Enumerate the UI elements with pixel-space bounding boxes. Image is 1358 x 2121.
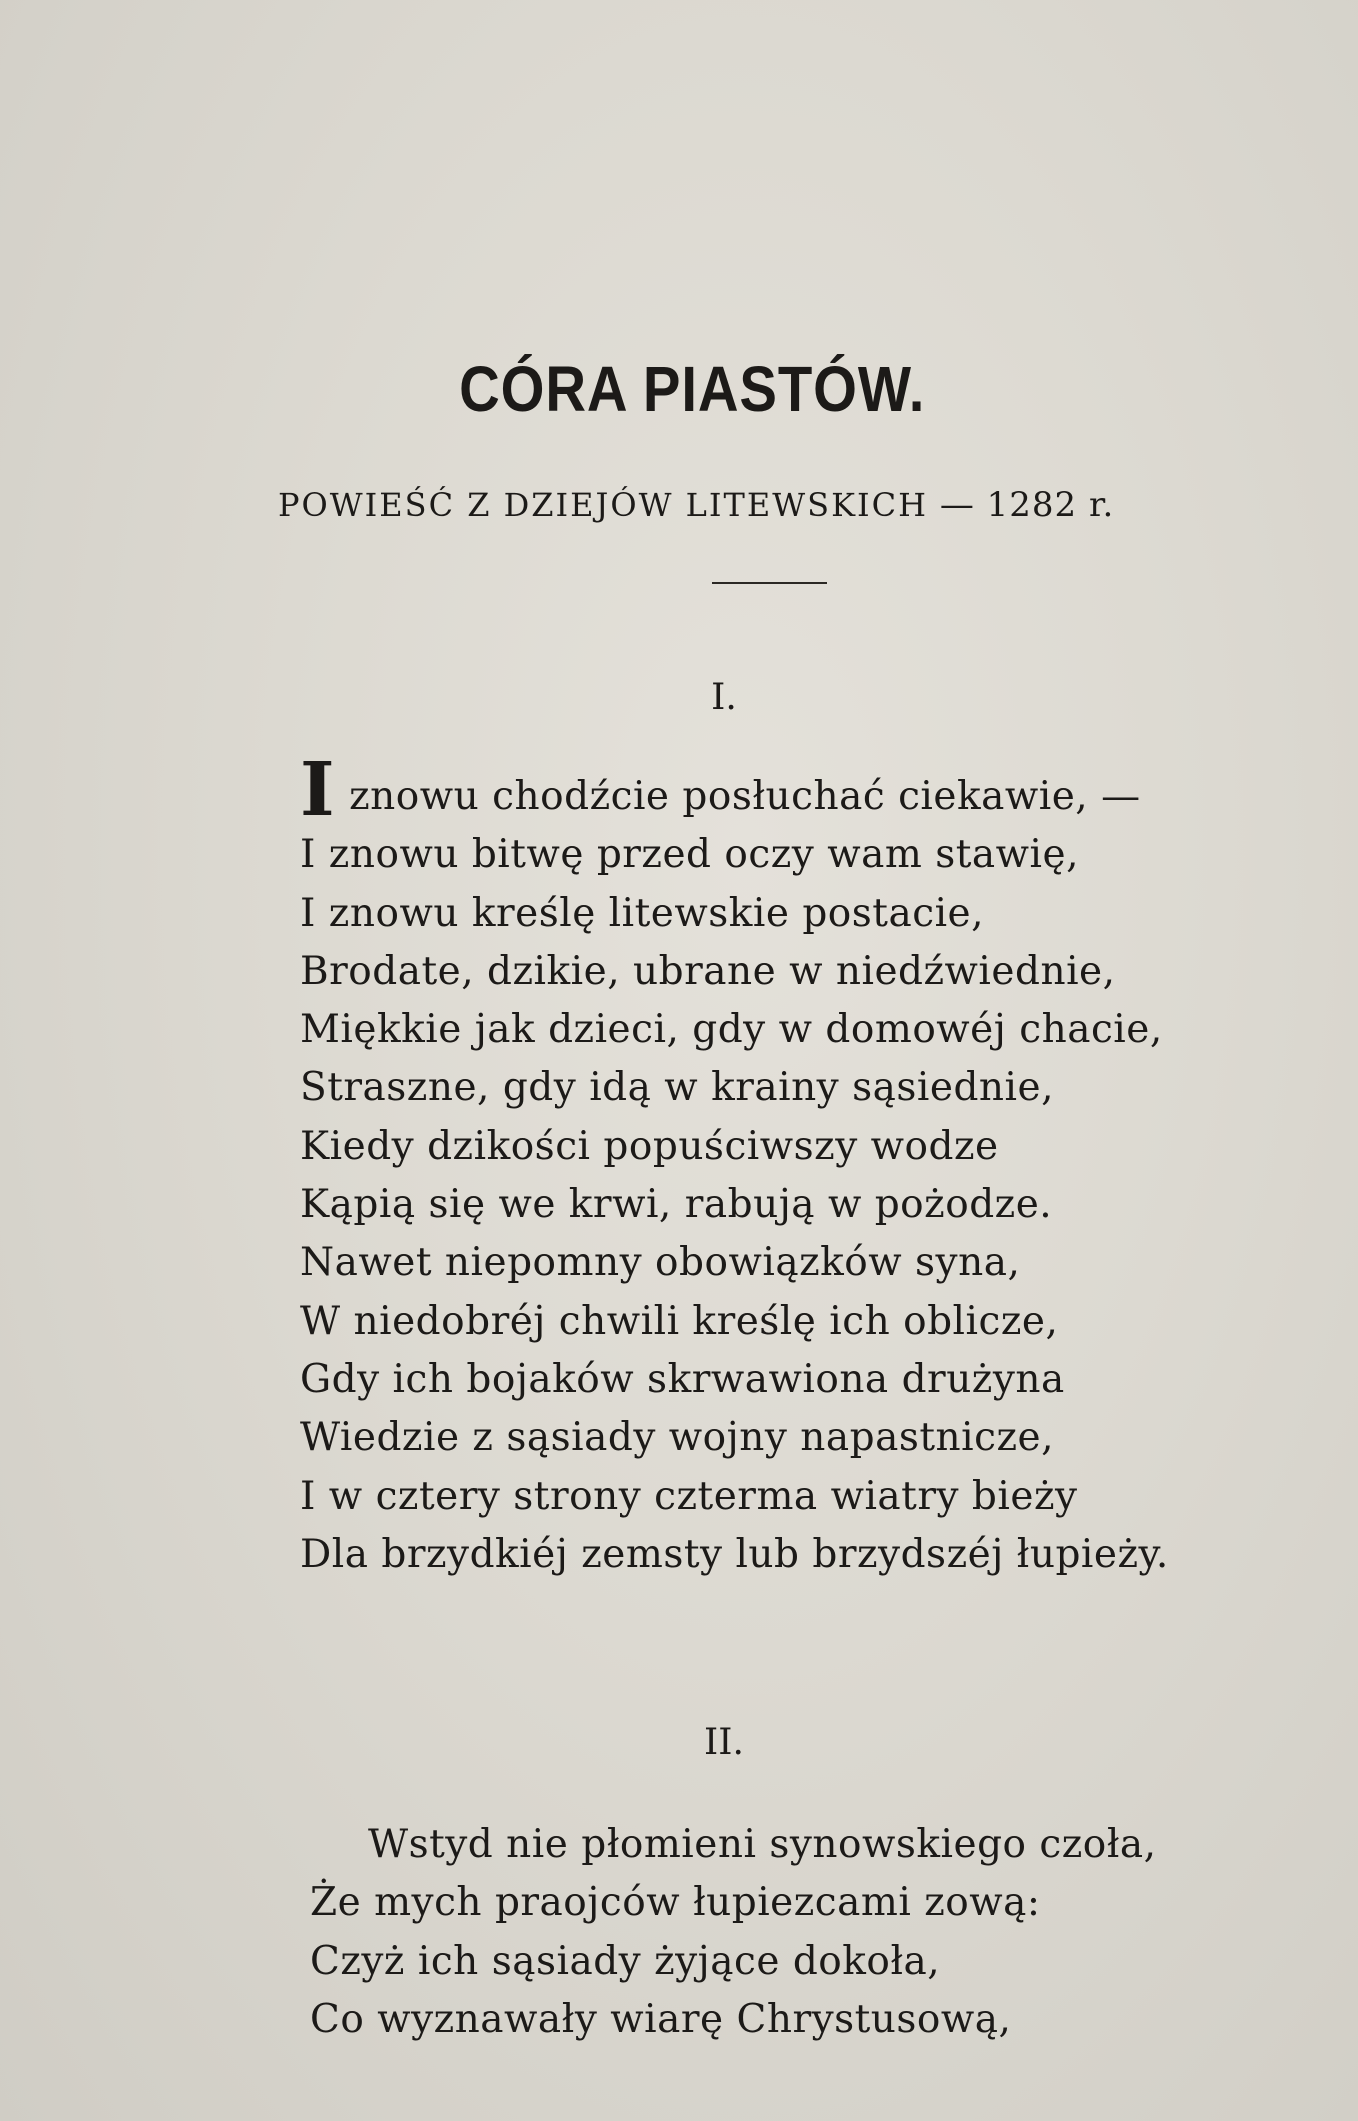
verse-line: Dla brzydkiéj zemsty lub brzydszéj łupieży. bbox=[300, 1531, 1169, 1577]
verse-line-text: znowu chodźcie posłuchać ciekawie, — bbox=[349, 774, 1141, 819]
page-title: CÓRA PIASTÓW. bbox=[459, 353, 926, 425]
verse-line: Miękkie jak dzieci, gdy w domowéj chacie, bbox=[300, 1007, 1163, 1053]
verse-line: Kiedy dzikości popuściwszy wodze bbox=[300, 1123, 999, 1169]
verse-line: Nawet niepomny obowiązków syna, bbox=[300, 1240, 1021, 1286]
subtitle bbox=[278, 485, 1114, 525]
subtitle-year: 1282 r. bbox=[986, 485, 1115, 525]
verse-line: Czyż ich sąsiady żyjące dokoła, bbox=[310, 1938, 941, 1984]
verse-line: Gdy ich bojaków skrwawiona drużyna bbox=[300, 1356, 1065, 1402]
section-number-2: II. bbox=[704, 1722, 744, 1763]
verse-line: I w cztery strony czterma wiatry bieży bbox=[300, 1473, 1078, 1519]
drop-cap: I bbox=[300, 747, 336, 833]
verse-line: I znowu kreślę litewskie postacie, bbox=[300, 890, 985, 936]
verse-line: Że mych praojców łupiezcami zową: bbox=[310, 1880, 1041, 1926]
verse-line: I znowu bitwę przed oczy wam stawię, bbox=[300, 832, 1079, 878]
stanza-2 bbox=[310, 1816, 1157, 2049]
verse-line: Brodate, dzikie, ubrane w niedźwiednie, bbox=[300, 948, 1116, 994]
subtitle-text: POWIEŚĆ Z DZIEJÓW LITEWSKICH bbox=[278, 486, 928, 524]
verse-line: Wstyd nie płomieni synowskiego czoła, bbox=[368, 1822, 1157, 1867]
title-divider bbox=[712, 582, 827, 584]
subtitle-dash: — bbox=[939, 485, 975, 525]
verse-line: Wiedzie z sąsiady wojny napastnicze, bbox=[300, 1415, 1054, 1461]
verse-line bbox=[300, 747, 1169, 833]
verse-line: Co wyznawały wiarę Chrystusową, bbox=[310, 1996, 1012, 2042]
verse-line: Kąpią się we krwi, rabują w pożodze. bbox=[300, 1182, 1053, 1228]
stanza-1 bbox=[300, 747, 1169, 1584]
verse-line: W niedobréj chwili kreślę ich oblicze, bbox=[300, 1298, 1059, 1344]
verse-line: Straszne, gdy idą w krainy sąsiednie, bbox=[300, 1065, 1054, 1111]
section-number-1: I. bbox=[711, 677, 737, 718]
